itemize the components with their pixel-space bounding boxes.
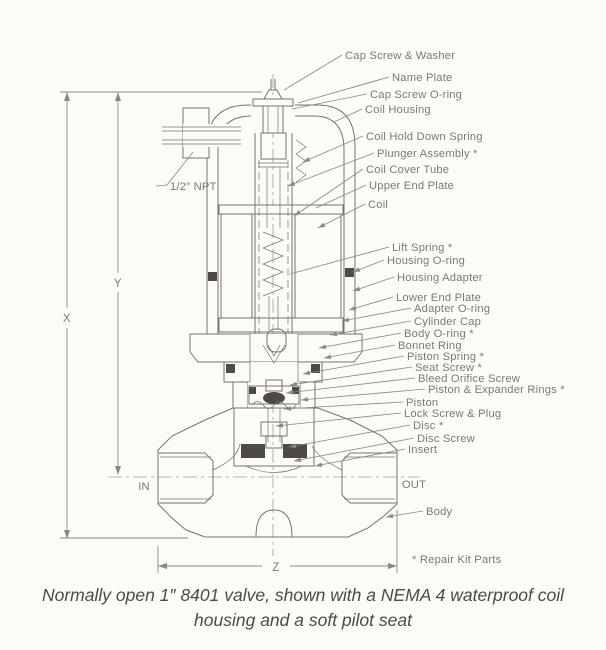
valve-body-shape bbox=[158, 408, 397, 537]
disc-assembly-shape bbox=[241, 408, 307, 458]
callout-label-piston-spring: Piston Spring * bbox=[407, 350, 485, 363]
callout-label-piston-expander-rings: Piston & Expander Rings * bbox=[428, 383, 565, 396]
coil-assembly-shape bbox=[219, 205, 343, 332]
leader-line bbox=[315, 449, 405, 466]
callout-cap-screw-washer bbox=[284, 50, 455, 90]
callout-insert bbox=[315, 444, 438, 467]
leader-arrowhead bbox=[318, 223, 325, 228]
callout-layer bbox=[63, 50, 565, 574]
leader-arrowhead bbox=[324, 354, 331, 359]
dimension-label-y: Y bbox=[113, 278, 123, 290]
callout-label-disc: Disc * bbox=[413, 419, 444, 432]
callout-label-bonnet-ring: Bonnet Ring bbox=[398, 339, 462, 352]
leader-line bbox=[276, 413, 401, 426]
leader-line bbox=[303, 136, 363, 162]
leader-line bbox=[284, 402, 403, 409]
conduit-hub-shape bbox=[162, 108, 242, 158]
leader-line bbox=[288, 153, 374, 186]
leader-line bbox=[324, 345, 395, 358]
callout-label-lock-screw-plug: Lock Screw & Plug bbox=[404, 407, 502, 420]
callout-label-cylinder-cap: Cylinder Cap bbox=[414, 315, 482, 328]
figure-caption bbox=[0, 583, 606, 633]
callout-label-lower-end-plate: Lower End Plate bbox=[396, 291, 482, 304]
leader-line bbox=[330, 321, 411, 335]
callout-housing-o-ring bbox=[353, 255, 465, 272]
dimension-label-x: X bbox=[62, 313, 72, 325]
valve-cross-section bbox=[158, 79, 397, 537]
leader-arrowhead bbox=[276, 423, 283, 428]
callout-label-body-o-ring: Body O-ring * bbox=[404, 327, 474, 340]
leader-arrowhead bbox=[319, 344, 326, 349]
leader-arrowhead bbox=[353, 267, 360, 272]
callout-label-disc-screw: Disc Screw bbox=[417, 432, 475, 445]
leader-line bbox=[284, 55, 342, 90]
callout-label-coil-hold-down-spring: Coil Hold Down Spring bbox=[366, 130, 483, 143]
callout-label-seat-screw: Seat Screw * bbox=[415, 361, 483, 374]
callout-label-insert: Insert bbox=[408, 443, 438, 456]
leader-arrowhead bbox=[294, 457, 301, 462]
repair-kit-footnote: * Repair Kit Parts bbox=[412, 554, 502, 566]
callout-label-cap-screw-o-ring: Cap Screw O-ring bbox=[370, 88, 463, 101]
port-label-in: IN bbox=[138, 481, 150, 493]
callout-body bbox=[386, 506, 453, 518]
leader-line bbox=[290, 367, 412, 385]
leader-arrowhead bbox=[301, 397, 308, 402]
leader-line bbox=[286, 378, 415, 393]
callout-label-upper-end-plate: Upper End Plate bbox=[369, 179, 455, 192]
piston-assembly-shape bbox=[233, 380, 315, 409]
callout-label-coil-housing: Coil Housing bbox=[365, 103, 431, 116]
callout-label-coil-cover-tube: Coil Cover Tube bbox=[366, 163, 450, 176]
callout-disc-screw bbox=[294, 433, 476, 462]
callout-label-body: Body bbox=[426, 505, 453, 518]
callout-housing-adapter bbox=[353, 272, 483, 291]
leader-arrowhead bbox=[386, 514, 393, 519]
caption-line-1: Normally open 1″ 8401 valve, shown with a NEMA 4 waterproof coil bbox=[41, 585, 565, 605]
port-label-out: OUT bbox=[401, 479, 427, 491]
leader-arrowhead bbox=[315, 462, 322, 467]
callout-label-housing-o-ring: Housing O-ring bbox=[387, 254, 466, 267]
dimension-label-z: Z bbox=[272, 562, 280, 574]
callout-label-housing-adapter: Housing Adapter bbox=[397, 271, 483, 284]
leader-line bbox=[289, 425, 410, 447]
leader-line bbox=[334, 109, 362, 122]
leader-line bbox=[290, 247, 389, 274]
leader-arrowhead bbox=[303, 371, 310, 376]
callout-label-name-plate: Name Plate bbox=[392, 71, 453, 84]
callout-label-plunger-assembly: Plunger Assembly * bbox=[377, 147, 478, 160]
callout-label-1-2-npt: 1/2″ NPT bbox=[170, 180, 217, 193]
callout-label-coil: Coil bbox=[368, 198, 389, 211]
callout-label-piston: Piston bbox=[406, 396, 439, 409]
coil-cover-tube-shape bbox=[255, 133, 292, 338]
callout-label-lift-spring: Lift Spring * bbox=[392, 241, 453, 254]
housing-o-ring-shape bbox=[208, 268, 354, 281]
callout-lock-screw-plug bbox=[276, 408, 501, 428]
callout-label-cap-screw-washer: Cap Screw & Washer bbox=[345, 49, 456, 62]
leader-arrowhead bbox=[353, 287, 360, 291]
callout-label-bleed-orifice-screw: Bleed Orifice Screw bbox=[418, 372, 521, 385]
callout-label-adapter-o-ring: Adapter O-ring bbox=[414, 302, 491, 315]
caption-line-2: housing and a soft pilot seat bbox=[194, 610, 412, 630]
